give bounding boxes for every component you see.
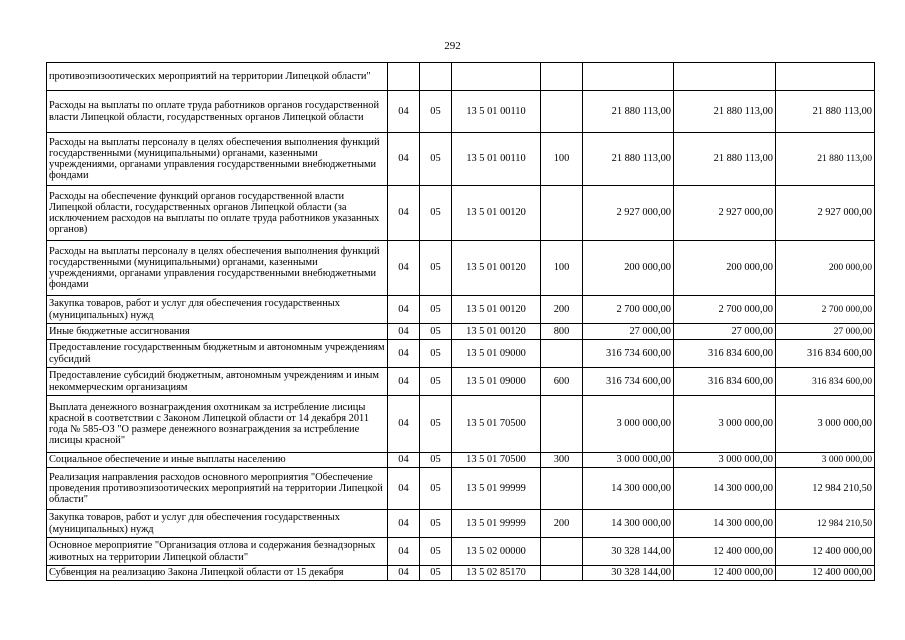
- row-section: 04: [388, 396, 420, 453]
- page-number: 292: [444, 40, 461, 52]
- row-expense-type: 800: [541, 324, 583, 340]
- row-section: 04: [388, 510, 420, 538]
- row-sum-1: 200 000,00: [583, 241, 674, 296]
- row-target-code: 13 5 01 00120: [452, 241, 541, 296]
- row-expense-type: 300: [541, 453, 583, 468]
- row-subsection: 05: [420, 566, 452, 581]
- row-section: 04: [388, 340, 420, 368]
- row-sum-2: 21 880 113,00: [674, 133, 776, 186]
- row-sum-3: 316 834 600,00: [776, 340, 875, 368]
- row-target-code: 13 5 01 00120: [452, 186, 541, 241]
- row-sum-1: 21 880 113,00: [583, 133, 674, 186]
- row-expense-type: 100: [541, 241, 583, 296]
- row-target-code: 13 5 01 09000: [452, 368, 541, 396]
- row-target-code: 13 5 01 70500: [452, 453, 541, 468]
- table-row: [47, 324, 875, 340]
- row-section: 04: [388, 324, 420, 340]
- table-row: [47, 340, 875, 368]
- row-sum-1: [583, 63, 674, 91]
- row-subsection: 05: [420, 241, 452, 296]
- row-subsection: 05: [420, 538, 452, 566]
- row-target-code: 13 5 01 00120: [452, 324, 541, 340]
- row-sum-3: 12 984 210,50: [776, 468, 875, 510]
- row-sum-3: 21 880 113,00: [776, 91, 875, 133]
- table-row: [47, 538, 875, 566]
- row-sum-1: 316 734 600,00: [583, 340, 674, 368]
- table-row: [47, 63, 875, 91]
- row-sum-1: 316 734 600,00: [583, 368, 674, 396]
- row-section: 04: [388, 296, 420, 324]
- row-sum-3: 21 880 113,00: [776, 133, 875, 186]
- row-sum-1: 2 927 000,00: [583, 186, 674, 241]
- row-name: Расходы на обеспечение функций органов государственной власти Липецкой области, государственных органов Липецкой области (за исключением расходов на выплаты по оплате труда работников указанных органов): [47, 186, 388, 241]
- row-expense-type: 200: [541, 510, 583, 538]
- row-sum-2: 21 880 113,00: [674, 91, 776, 133]
- row-section: 04: [388, 453, 420, 468]
- row-sum-2: 316 834 600,00: [674, 340, 776, 368]
- row-subsection: 05: [420, 186, 452, 241]
- row-name: Закупка товаров, работ и услуг для обеспечения государственных (муниципальных) нужд: [47, 510, 388, 538]
- row-target-code: 13 5 01 09000: [452, 340, 541, 368]
- row-subsection: 05: [420, 396, 452, 453]
- row-target-code: 13 5 02 85170: [452, 566, 541, 581]
- row-name: Расходы на выплаты персоналу в целях обеспечения выполнения функций государственными (муниципальными) органами, казенными учреждениями, органами управления государственными внебюджетными фондами: [47, 133, 388, 186]
- row-sum-2: 14 300 000,00: [674, 510, 776, 538]
- row-sum-2: 12 400 000,00: [674, 566, 776, 581]
- row-sum-2: 316 834 600,00: [674, 368, 776, 396]
- row-name: Субвенция на реализацию Закона Липецкой области от 15 декабря: [47, 566, 388, 581]
- row-subsection: 05: [420, 133, 452, 186]
- row-sum-2: [674, 63, 776, 91]
- row-sum-3: 2 927 000,00: [776, 186, 875, 241]
- row-expense-type: [541, 340, 583, 368]
- row-target-code: 13 5 01 00120: [452, 296, 541, 324]
- row-sum-3: 12 400 000,00: [776, 566, 875, 581]
- row-expense-type: [541, 91, 583, 133]
- row-name: Предоставление государственным бюджетным и автономным учреждениям субсидий: [47, 340, 388, 368]
- row-subsection: 05: [420, 368, 452, 396]
- row-sum-1: 2 700 000,00: [583, 296, 674, 324]
- row-subsection: 05: [420, 340, 452, 368]
- row-sum-2: 3 000 000,00: [674, 396, 776, 453]
- table-row: [47, 468, 875, 510]
- row-section: 04: [388, 538, 420, 566]
- row-name: Закупка товаров, работ и услуг для обеспечения государственных (муниципальных) нужд: [47, 296, 388, 324]
- row-expense-type: [541, 396, 583, 453]
- row-sum-3: 2 700 000,00: [776, 296, 875, 324]
- row-expense-type: 100: [541, 133, 583, 186]
- row-sum-3: [776, 63, 875, 91]
- row-sum-1: 3 000 000,00: [583, 453, 674, 468]
- row-sum-1: 30 328 144,00: [583, 566, 674, 581]
- row-section: 04: [388, 368, 420, 396]
- row-sum-2: 3 000 000,00: [674, 453, 776, 468]
- row-target-code: [452, 63, 541, 91]
- table-row: [47, 91, 875, 133]
- row-subsection: 05: [420, 468, 452, 510]
- row-section: 04: [388, 241, 420, 296]
- row-subsection: 05: [420, 510, 452, 538]
- row-subsection: 05: [420, 296, 452, 324]
- row-target-code: 13 5 01 00110: [452, 133, 541, 186]
- row-name: Реализация направления расходов основного мероприятия "Обеспечение проведения противоэпизоотических мероприятий на территории Липецкой области": [47, 468, 388, 510]
- table-row: [47, 296, 875, 324]
- row-name: Предоставление субсидий бюджетным, автономным учреждениям и иным некоммерческим организациям: [47, 368, 388, 396]
- row-section: [388, 63, 420, 91]
- row-expense-type: [541, 63, 583, 91]
- row-sum-2: 200 000,00: [674, 241, 776, 296]
- budget-table: [46, 62, 875, 581]
- row-name: Расходы на выплаты персоналу в целях обеспечения выполнения функций государственными (муниципальными) органами, казенными учреждениями, органами управления государственными внебюджетными фондами: [47, 241, 388, 296]
- row-name: Расходы на выплаты по оплате труда работников органов государственной власти Липецкой области, государственных органов Липецкой области: [47, 91, 388, 133]
- row-sum-1: 3 000 000,00: [583, 396, 674, 453]
- row-target-code: 13 5 01 00110: [452, 91, 541, 133]
- row-target-code: 13 5 01 99999: [452, 468, 541, 510]
- row-sum-1: 14 300 000,00: [583, 468, 674, 510]
- table-row: [47, 368, 875, 396]
- row-sum-2: 14 300 000,00: [674, 468, 776, 510]
- row-target-code: 13 5 02 00000: [452, 538, 541, 566]
- table-row: [47, 510, 875, 538]
- row-subsection: 05: [420, 453, 452, 468]
- row-section: 04: [388, 566, 420, 581]
- table-row: [47, 133, 875, 186]
- row-section: 04: [388, 186, 420, 241]
- row-sum-1: 30 328 144,00: [583, 538, 674, 566]
- row-subsection: 05: [420, 91, 452, 133]
- row-target-code: 13 5 01 99999: [452, 510, 541, 538]
- row-sum-3: 12 984 210,50: [776, 510, 875, 538]
- row-sum-2: 27 000,00: [674, 324, 776, 340]
- row-expense-type: [541, 468, 583, 510]
- row-name: Основное мероприятие "Организация отлова и содержания безнадзорных животных на территории Липецкой области": [47, 538, 388, 566]
- row-section: 04: [388, 91, 420, 133]
- table-row: [47, 566, 875, 581]
- row-sum-2: 2 700 000,00: [674, 296, 776, 324]
- row-sum-3: 200 000,00: [776, 241, 875, 296]
- row-sum-2: 2 927 000,00: [674, 186, 776, 241]
- row-expense-type: [541, 538, 583, 566]
- row-sum-3: 27 000,00: [776, 324, 875, 340]
- row-expense-type: 600: [541, 368, 583, 396]
- row-sum-3: 3 000 000,00: [776, 453, 875, 468]
- row-subsection: 05: [420, 324, 452, 340]
- table-row: [47, 241, 875, 296]
- table-row: [47, 396, 875, 453]
- row-sum-1: 21 880 113,00: [583, 91, 674, 133]
- row-sum-1: 14 300 000,00: [583, 510, 674, 538]
- row-name: Иные бюджетные ассигнования: [47, 324, 388, 340]
- row-sum-3: 12 400 000,00: [776, 538, 875, 566]
- row-target-code: 13 5 01 70500: [452, 396, 541, 453]
- row-name: противоэпизоотических мероприятий на территории Липецкой области": [47, 63, 388, 91]
- row-subsection: [420, 63, 452, 91]
- row-section: 04: [388, 133, 420, 186]
- row-expense-type: [541, 186, 583, 241]
- row-sum-2: 12 400 000,00: [674, 538, 776, 566]
- row-name: Выплата денежного вознаграждения охотникам за истребление лисицы красной в соответствии с Законом Липецкой области от 14 декабря 2011 года № 585-ОЗ "О размере денежного вознаграждения за истребление лисицы красной": [47, 396, 388, 453]
- row-sum-1: 27 000,00: [583, 324, 674, 340]
- row-section: 04: [388, 468, 420, 510]
- row-expense-type: 200: [541, 296, 583, 324]
- table-row: [47, 186, 875, 241]
- row-name: Социальное обеспечение и иные выплаты населению: [47, 453, 388, 468]
- table-row: [47, 453, 875, 468]
- row-sum-3: 3 000 000,00: [776, 396, 875, 453]
- row-sum-3: 316 834 600,00: [776, 368, 875, 396]
- row-expense-type: [541, 566, 583, 581]
